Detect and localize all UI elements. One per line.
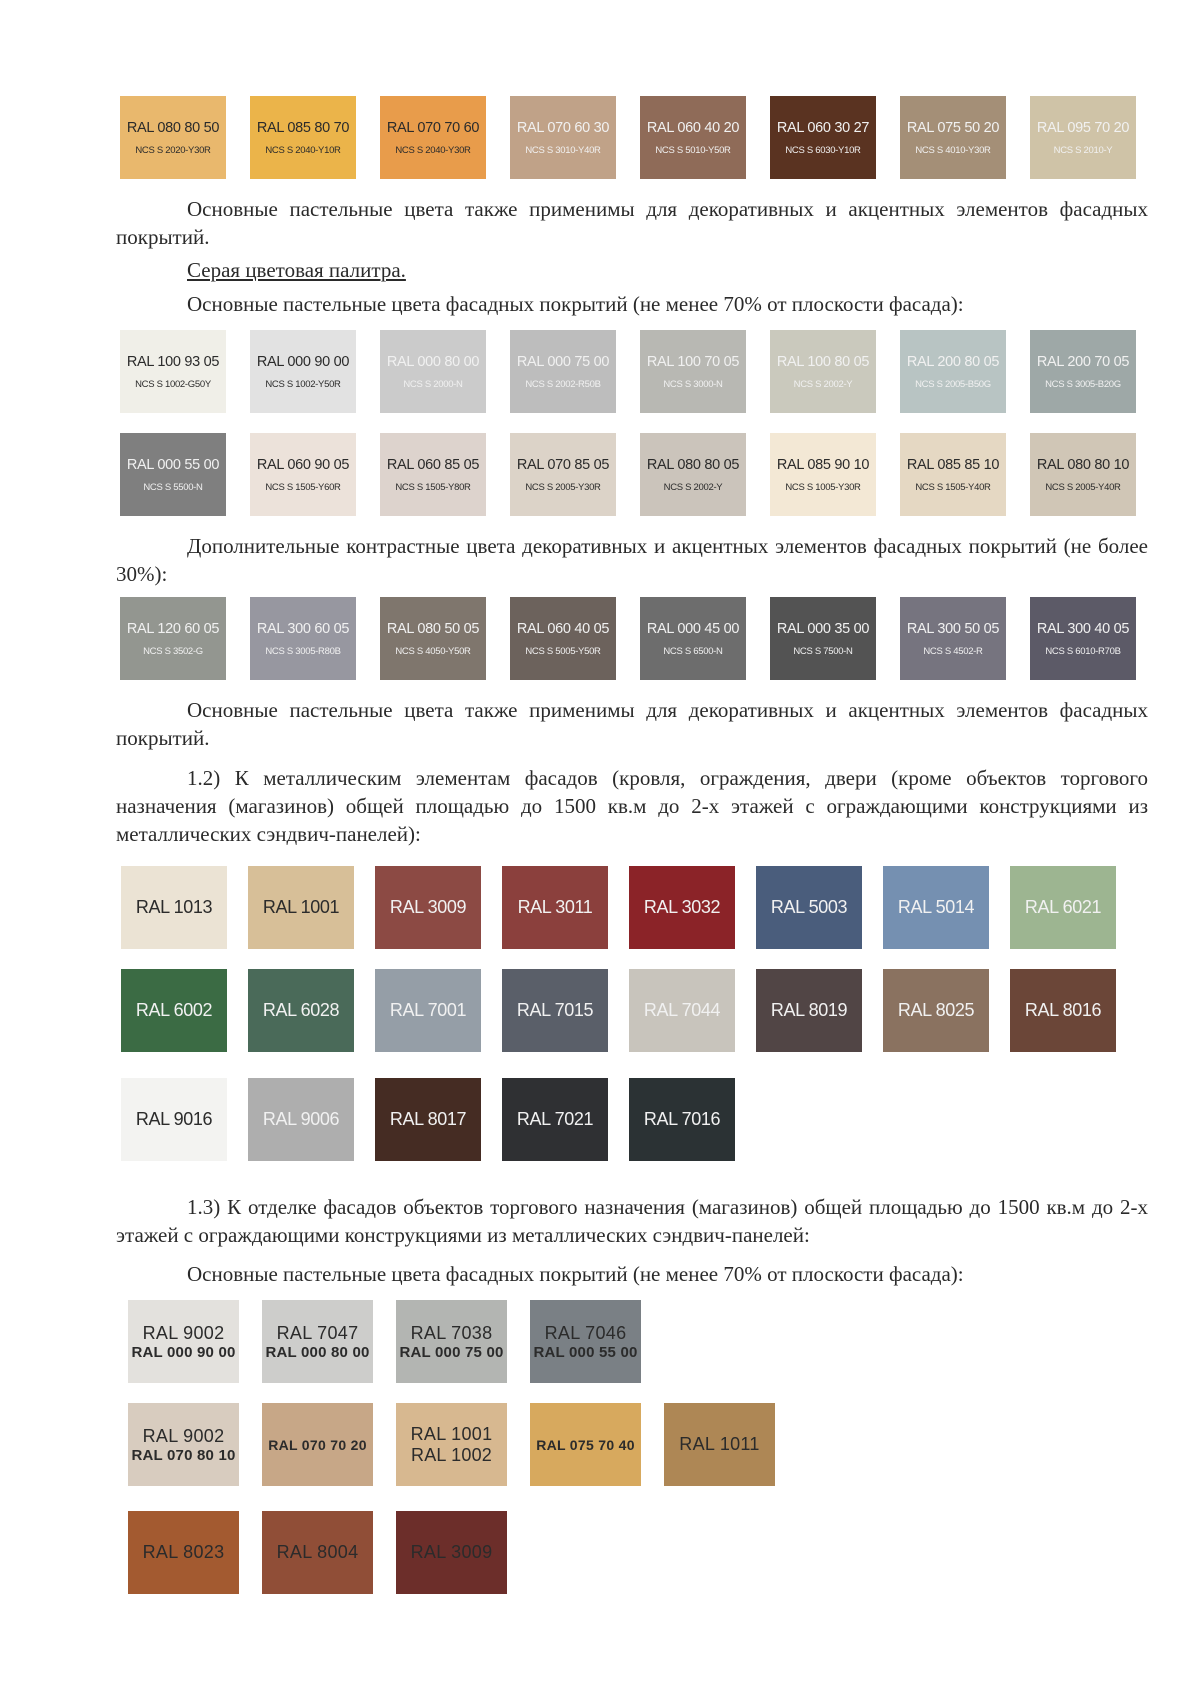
color-swatch: [128, 1511, 239, 1594]
color-swatch: [530, 1300, 641, 1383]
swatch-code: RAL 3011: [517, 897, 593, 917]
ral-row-gray-1: [120, 330, 1160, 413]
swatch-subcode: NCS S 2040-Y10R: [265, 144, 341, 156]
heading-gray-palette: Серая цветовая палитра.: [187, 258, 406, 282]
swatch-code: RAL 1001: [410, 1423, 493, 1444]
swatch-code: RAL 060 40 20: [646, 119, 740, 136]
swatch-code: RAL 7038: [410, 1322, 493, 1343]
color-swatch: [248, 1078, 354, 1161]
color-swatch: [250, 597, 356, 680]
swatch-code: RAL 9016: [135, 1109, 213, 1129]
swatch-subcode: RAL 000 75 00: [399, 1343, 504, 1361]
swatch-code: RAL 075 70 40: [536, 1436, 635, 1453]
swatch-code: RAL 1011: [679, 1434, 760, 1454]
color-swatch: [248, 866, 354, 949]
swatch-subcode: NCS S 2010-Y: [1053, 144, 1113, 156]
ral-row-gray-2: [120, 433, 1160, 516]
ral-row-contrast: [120, 597, 1160, 680]
ral-row-metal-3: [121, 1078, 756, 1161]
swatch-code: RAL 6028: [262, 1000, 340, 1020]
color-swatch: [530, 1403, 641, 1486]
color-swatch: [640, 330, 746, 413]
color-swatch: [640, 96, 746, 179]
color-swatch: [502, 969, 608, 1052]
color-swatch: [248, 969, 354, 1052]
paragraph-pastel-note-2: Основные пастельные цвета также применимы для декоративных и акцентных элементов фасадных покрытий.: [116, 698, 1148, 750]
swatch-code: RAL 300 40 05: [1036, 620, 1130, 637]
swatch-subcode: RAL 000 90 00: [131, 1343, 236, 1361]
color-swatch: [380, 330, 486, 413]
swatch-subcode: NCS S 2005-Y30R: [525, 481, 601, 493]
swatch-code: RAL 100 80 05: [776, 353, 870, 370]
color-swatch: [262, 1511, 373, 1594]
swatch-code: RAL 085 90 10: [776, 456, 870, 473]
swatch-code: RAL 070 60 30: [516, 119, 610, 136]
swatch-subcode: NCS S 2000-N: [403, 378, 463, 390]
color-swatch: [510, 597, 616, 680]
swatch-code: RAL 070 70 60: [386, 119, 480, 136]
color-swatch: [640, 597, 746, 680]
swatch-subcode: NCS S 3010-Y40R: [525, 144, 601, 156]
swatch-subcode: NCS S 1002-Y50R: [265, 378, 341, 390]
swatch-code: RAL 6002: [135, 1000, 213, 1020]
swatch-code: RAL 085 85 10: [906, 456, 1000, 473]
ral-row-metal-1: [121, 866, 1137, 949]
swatch-code: RAL 100 70 05: [646, 353, 740, 370]
swatch-code: RAL 095 70 20: [1036, 119, 1130, 136]
color-swatch: [629, 969, 735, 1052]
ral-row-retail-2: [128, 1403, 798, 1486]
ral-row-yellow-brown: [120, 96, 1160, 179]
swatch-code: RAL 080 80 05: [646, 456, 740, 473]
color-swatch: [900, 330, 1006, 413]
swatch-subcode: NCS S 1002-G50Y: [135, 378, 211, 390]
color-swatch: [380, 433, 486, 516]
color-swatch: [262, 1403, 373, 1486]
color-swatch: [121, 969, 227, 1052]
color-swatch: [375, 1078, 481, 1161]
swatch-subcode: NCS S 3502-G: [143, 645, 203, 657]
swatch-code: RAL 300 60 05: [256, 620, 350, 637]
color-swatch: [1030, 433, 1136, 516]
swatch-code: RAL 000 55 00: [126, 456, 220, 473]
color-swatch: [396, 1511, 507, 1594]
color-swatch: [120, 330, 226, 413]
swatch-subcode: NCS S 2020-Y30R: [135, 144, 211, 156]
swatch-subcode: NCS S 2002-Y: [793, 378, 853, 390]
color-swatch: [629, 866, 735, 949]
swatch-subcode: NCS S 3000-N: [663, 378, 723, 390]
swatch-code: RAL 000 35 00: [776, 620, 870, 637]
color-swatch: [756, 969, 862, 1052]
color-swatch: [502, 1078, 608, 1161]
color-swatch: [510, 330, 616, 413]
swatch-code: RAL 7001: [389, 1000, 467, 1020]
swatch-subcode: NCS S 3005-R80B: [265, 645, 341, 657]
color-swatch: [250, 330, 356, 413]
color-swatch: [250, 433, 356, 516]
swatch-code: RAL 060 30 27: [776, 119, 870, 136]
color-swatch: [770, 96, 876, 179]
swatch-code: RAL 3009: [389, 897, 467, 917]
color-swatch: [128, 1300, 239, 1383]
color-swatch: [510, 96, 616, 179]
color-swatch: [250, 96, 356, 179]
swatch-code: RAL 8023: [142, 1542, 225, 1562]
color-swatch: [120, 433, 226, 516]
swatch-subcode: NCS S 1505-Y80R: [395, 481, 471, 493]
swatch-subcode: NCS S 2005-Y40R: [1045, 481, 1121, 493]
color-swatch: [121, 866, 227, 949]
swatch-code: RAL 8004: [276, 1542, 359, 1562]
swatch-subcode: NCS S 2040-Y30R: [395, 144, 471, 156]
paragraph-main-pastel-1: Основные пастельные цвета фасадных покрытий (не менее 70% от плоскости фасада):: [187, 292, 964, 316]
paragraph-contrast-colors: Дополнительные контрастные цвета декоративных и акцентных элементов фасадных покрытий (не более 30%):: [116, 534, 1148, 586]
swatch-subcode: NCS S 6010-R70B: [1045, 645, 1121, 657]
swatch-code: RAL 5003: [770, 897, 848, 917]
swatch-code: RAL 9006: [262, 1109, 340, 1129]
swatch-code: RAL 9002: [142, 1322, 225, 1343]
swatch-code: RAL 000 75 00: [516, 353, 610, 370]
color-swatch: [502, 866, 608, 949]
color-swatch: [1010, 969, 1116, 1052]
swatch-code: RAL 085 80 70: [256, 119, 350, 136]
swatch-code: RAL 8017: [389, 1109, 467, 1129]
swatch-code: RAL 200 80 05: [906, 353, 1000, 370]
color-swatch: [120, 96, 226, 179]
paragraph-metal-elements: 1.2) К металлическим элементам фасадов (кровля, ограждения, двери (кроме объектов торгового назначения (магазинов) общей площадью до 1500 кв.м до 2-х этажей с ограждающими конструкциями из металлических сэндвич-панелей):: [116, 766, 1148, 846]
color-swatch: [883, 866, 989, 949]
color-swatch: [770, 330, 876, 413]
swatch-code: RAL 120 60 05: [126, 620, 220, 637]
color-swatch: [1030, 96, 1136, 179]
swatch-subcode: NCS S 5005-Y50R: [525, 645, 601, 657]
swatch-code: RAL 1001: [262, 897, 340, 917]
swatch-subcode: NCS S 1005-Y30R: [785, 481, 861, 493]
paragraph-pastel-note-1: Основные пастельные цвета также применимы для декоративных и акцентных элементов фасадных покрытий.: [116, 197, 1148, 249]
color-swatch: [262, 1300, 373, 1383]
swatch-subcode: RAL 1002: [411, 1444, 492, 1465]
swatch-code: RAL 1013: [135, 897, 213, 917]
color-swatch: [900, 597, 1006, 680]
swatch-code: RAL 000 45 00: [646, 620, 740, 637]
swatch-code: RAL 000 80 00: [386, 353, 480, 370]
swatch-subcode: RAL 070 80 10: [131, 1446, 236, 1464]
swatch-subcode: NCS S 5010-Y50R: [655, 144, 731, 156]
swatch-code: RAL 7021: [516, 1109, 594, 1129]
swatch-subcode: NCS S 4050-Y50R: [395, 645, 471, 657]
color-swatch: [375, 866, 481, 949]
color-swatch: [900, 96, 1006, 179]
paragraph-main-pastel-2: Основные пастельные цвета фасадных покрытий (не менее 70% от плоскости фасада):: [187, 1262, 964, 1286]
swatch-subcode: NCS S 1505-Y60R: [265, 481, 341, 493]
swatch-code: RAL 070 85 05: [516, 456, 610, 473]
color-swatch: [121, 1078, 227, 1161]
swatch-subcode: NCS S 7500-N: [793, 645, 853, 657]
color-swatch: [1030, 597, 1136, 680]
swatch-subcode: NCS S 2005-B50G: [915, 378, 991, 390]
swatch-code: RAL 000 90 00: [256, 353, 350, 370]
swatch-code: RAL 080 80 50: [126, 119, 220, 136]
swatch-code: RAL 6021: [1024, 897, 1102, 917]
color-swatch: [128, 1403, 239, 1486]
swatch-subcode: NCS S 2002-R50B: [525, 378, 601, 390]
paragraph-retail-facades: 1.3) К отделке фасадов объектов торгового назначения (магазинов) общей площадью до 1500 кв.м до 2-х этажей с ограждающими конструкциями из металлических сэндвич-панелей:: [116, 1195, 1148, 1247]
swatch-code: RAL 3032: [643, 897, 721, 917]
swatch-subcode: NCS S 3005-B20G: [1045, 378, 1121, 390]
swatch-code: RAL 200 70 05: [1036, 353, 1130, 370]
swatch-code: RAL 060 40 05: [516, 620, 610, 637]
color-swatch: [770, 433, 876, 516]
swatch-subcode: NCS S 5500-N: [143, 481, 203, 493]
color-swatch: [1010, 866, 1116, 949]
swatch-code: RAL 080 80 10: [1036, 456, 1130, 473]
color-swatch: [629, 1078, 735, 1161]
swatch-subcode: NCS S 6030-Y10R: [785, 144, 861, 156]
color-swatch: [640, 433, 746, 516]
swatch-code: RAL 070 70 20: [268, 1436, 367, 1453]
color-swatch: [375, 969, 481, 1052]
swatch-subcode: RAL 000 55 00: [533, 1343, 638, 1361]
swatch-code: RAL 7015: [516, 1000, 594, 1020]
swatch-code: RAL 7047: [276, 1322, 359, 1343]
color-swatch: [883, 969, 989, 1052]
color-swatch: [756, 866, 862, 949]
swatch-code: RAL 060 90 05: [256, 456, 350, 473]
swatch-code: RAL 7016: [643, 1109, 721, 1129]
swatch-subcode: NCS S 1505-Y40R: [915, 481, 991, 493]
swatch-code: RAL 8025: [897, 1000, 975, 1020]
color-swatch: [664, 1403, 775, 1486]
color-swatch: [900, 433, 1006, 516]
swatch-code: RAL 5014: [897, 897, 975, 917]
swatch-code: RAL 100 93 05: [126, 353, 220, 370]
ral-row-retail-1: [128, 1300, 664, 1383]
swatch-subcode: NCS S 2002-Y: [663, 481, 723, 493]
swatch-code: RAL 9002: [142, 1425, 225, 1446]
swatch-code: RAL 300 50 05: [906, 620, 1000, 637]
swatch-subcode: NCS S 4010-Y30R: [915, 144, 991, 156]
color-swatch: [510, 433, 616, 516]
swatch-code: RAL 8019: [770, 1000, 848, 1020]
swatch-code: RAL 080 50 05: [386, 620, 480, 637]
color-swatch: [1030, 330, 1136, 413]
ral-row-retail-3: [128, 1511, 530, 1594]
swatch-code: RAL 060 85 05: [386, 456, 480, 473]
color-swatch: [120, 597, 226, 680]
swatch-code: RAL 075 50 20: [906, 119, 1000, 136]
color-swatch: [380, 597, 486, 680]
color-swatch: [380, 96, 486, 179]
swatch-subcode: NCS S 4502-R: [923, 645, 983, 657]
ral-row-metal-2: [121, 969, 1137, 1052]
swatch-subcode: RAL 000 80 00: [265, 1343, 370, 1361]
color-swatch: [770, 597, 876, 680]
color-swatch: [396, 1300, 507, 1383]
swatch-code: RAL 3009: [410, 1542, 493, 1562]
swatch-code: RAL 7044: [643, 1000, 721, 1020]
swatch-subcode: NCS S 6500-N: [663, 645, 723, 657]
swatch-code: RAL 8016: [1024, 1000, 1102, 1020]
color-swatch: [396, 1403, 507, 1486]
swatch-code: RAL 7046: [544, 1322, 627, 1343]
